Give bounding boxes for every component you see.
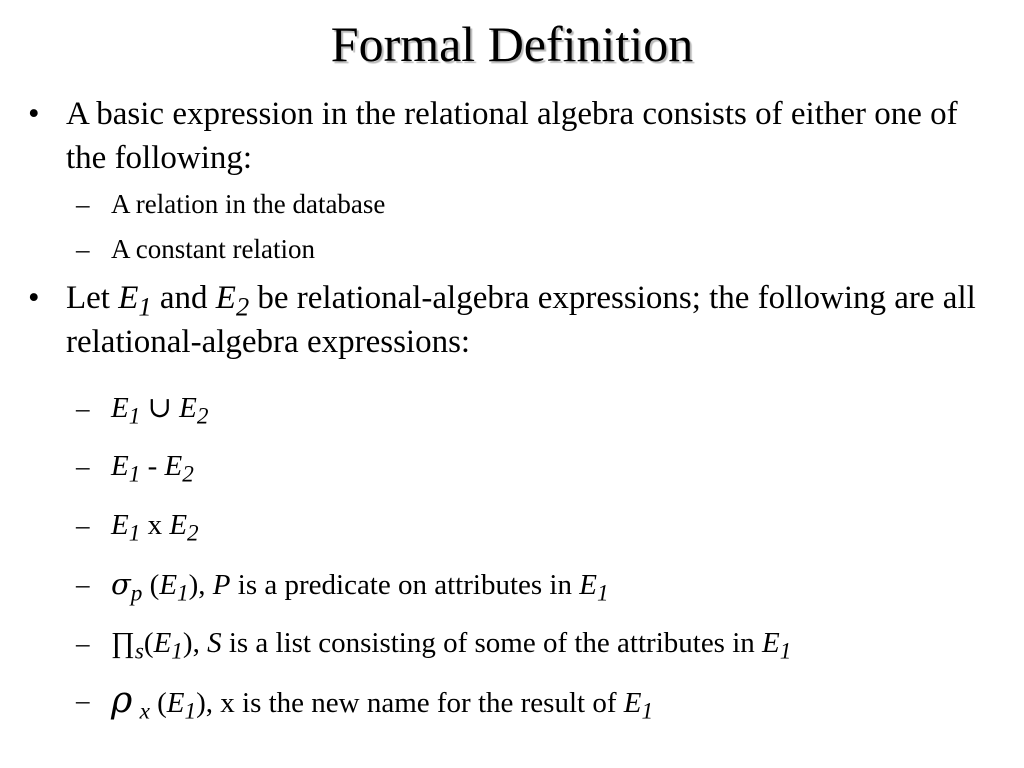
rho-symbol: ρ — [111, 678, 133, 721]
expr-select-text: $\sigma_p$ $(E_1)$, P is a predicate on attributes in $E_1$ — [111, 567, 609, 607]
sigma-symbol: σ — [111, 567, 131, 601]
bullet-text: Let $E_1$ and $E_2$ be relational-algebra expressions; the following are all relational-algebra expressions: — [66, 280, 976, 360]
dash-marker: – — [76, 628, 90, 658]
expr-union-text: $E_1$ ∪ $E_2$ — [111, 392, 209, 430]
expr-project-text: $\prod_s(E_1)$, S is a list consisting of some of the attributes in $E_1$ — [111, 627, 792, 665]
expr-product-text: $E_1$ x $E_2$ — [111, 509, 199, 547]
bullet-text: A basic expression in the relational algebra consists of either one of the following: — [66, 96, 958, 176]
bullet-let-expressions — [28, 276, 988, 366]
pi-symbol: ∏ — [111, 627, 135, 659]
union-operator: ∪ — [147, 392, 172, 424]
subitem-text: A constant relation — [111, 234, 315, 264]
bullet-basic-expression — [28, 92, 988, 182]
dash-marker: – — [76, 685, 90, 715]
expr-difference-text: $E_1 - E_2$ — [111, 450, 194, 488]
dash-marker: – — [76, 189, 90, 219]
dash-marker: – — [76, 234, 90, 264]
slide-title: Formal Definition — [330, 16, 694, 72]
bullet-marker: • — [28, 280, 40, 316]
dash-marker: – — [76, 451, 90, 481]
bullet-marker: • — [28, 96, 40, 132]
dash-marker: – — [76, 569, 90, 599]
dash-marker: – — [76, 510, 90, 540]
dash-marker: – — [76, 393, 90, 423]
expr-rename-text: ρ $_x$ $(E_1)$, x is the new name for the result of $E_1$ — [111, 678, 654, 725]
subitem-text: A relation in the database — [111, 189, 386, 219]
